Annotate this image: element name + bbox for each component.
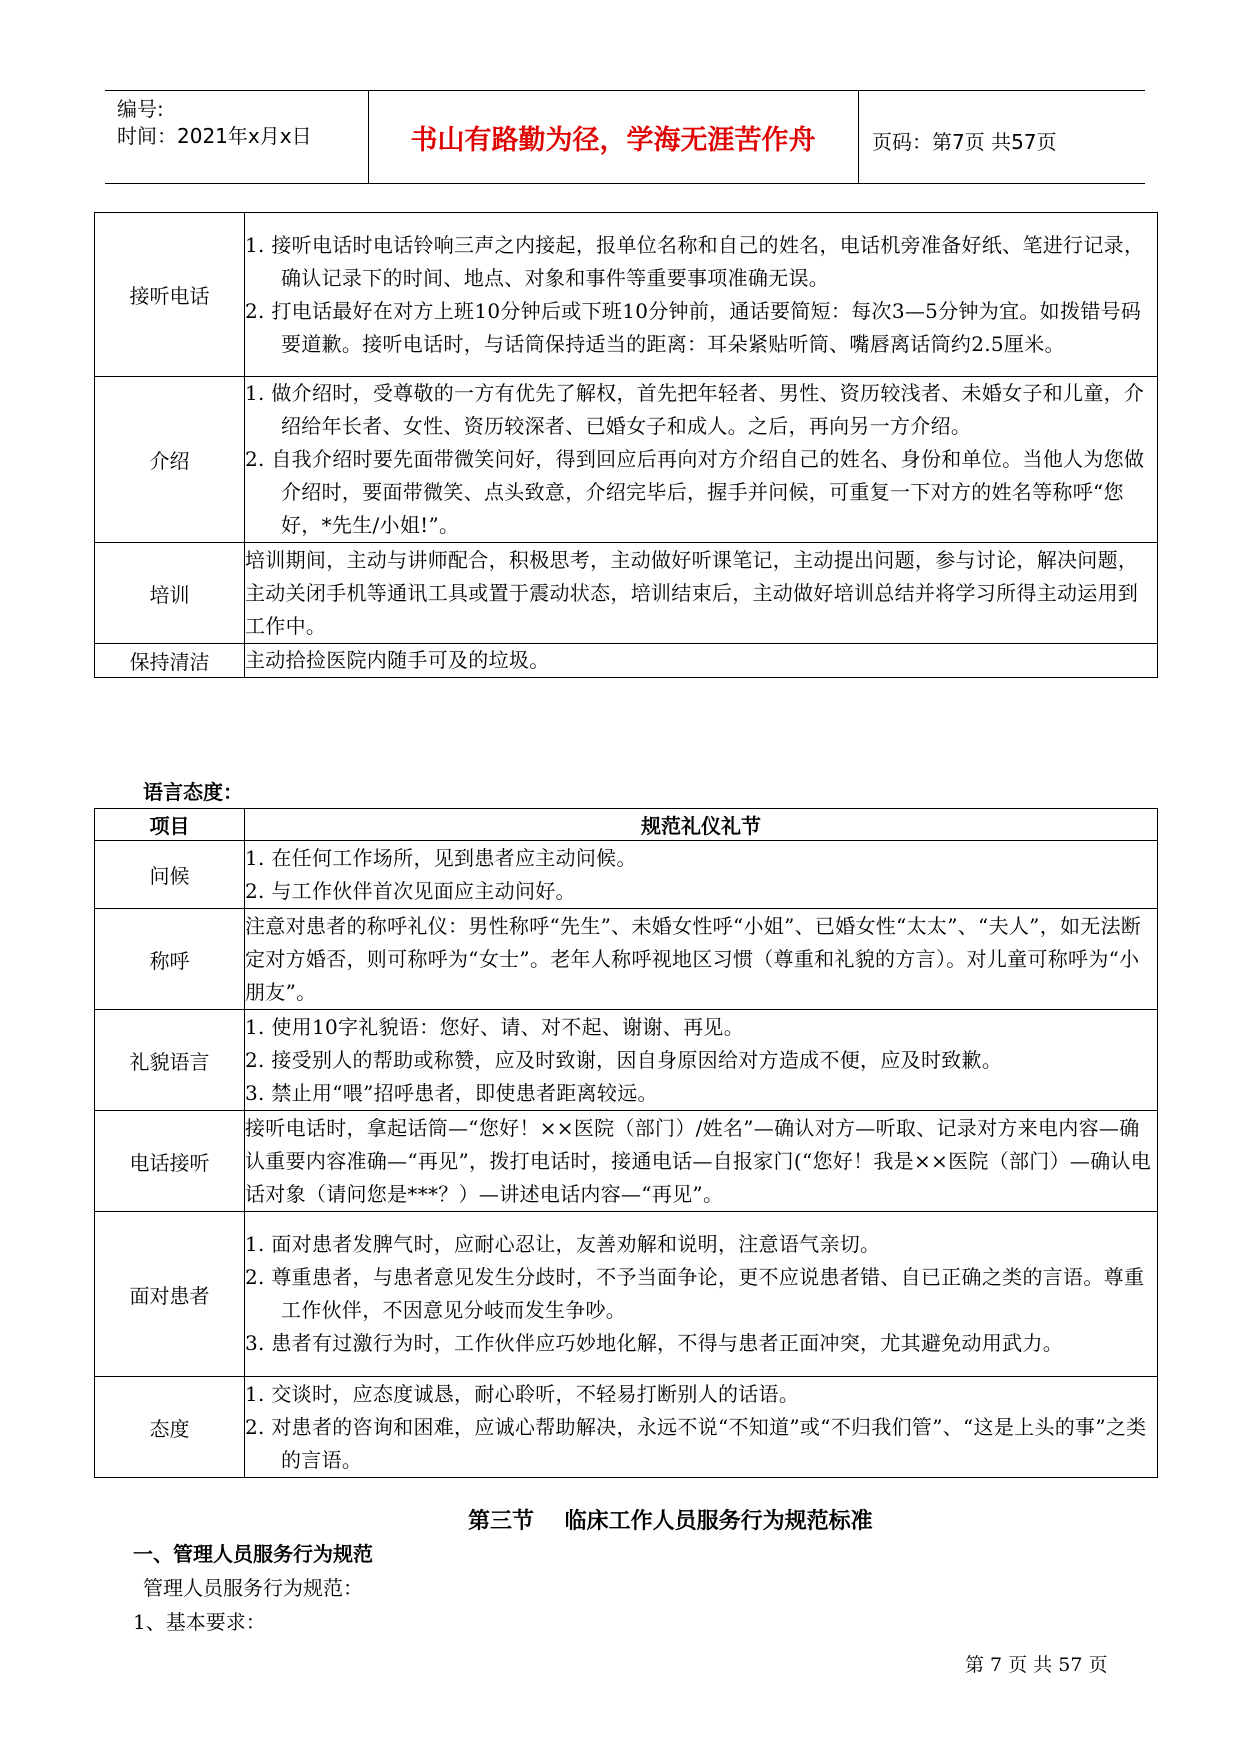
header-page-label: 页码：第7页 共57页	[872, 130, 1057, 154]
row-label: 面对患者	[95, 1212, 245, 1377]
list-item: 1. 做介绍时，受尊敬的一方有优先了解权，首先把年轻者、男性、资历较浅者、未婚女子和儿童，介绍给年长者、女性、资历较深者、已婚女子和成人。之后，再向另一方介绍。	[245, 381, 1145, 438]
table-row	[95, 1111, 1158, 1212]
row-text: 主动拾捡医院内随手可及的垃圾。	[245, 648, 550, 672]
header-motto: 书山有路勤为径，学海无涯苦作舟	[410, 125, 816, 156]
row-content	[245, 644, 1158, 678]
paragraph: 1、基本要求：	[133, 1610, 266, 1634]
etiquette-table-1	[94, 212, 1158, 678]
etiquette-table-2	[94, 808, 1158, 1478]
column-header-item: 项目	[95, 809, 245, 841]
table-row	[95, 213, 1158, 377]
row-content	[245, 543, 1158, 644]
header-bottom-rule	[105, 183, 1145, 184]
row-text: 注意对患者的称呼礼仪：男性称呼“先生”、未婚女性呼“小姐”、已婚女性“太太”、“夫人”，如无法断定对方婚否，则可称呼为“女士”。老年人称呼视地区习惯（尊重和礼貌的方言）。对儿童可称呼为“小朋友”。	[245, 913, 1142, 1004]
row-content	[245, 841, 1158, 909]
row-content	[245, 1212, 1158, 1377]
row-label: 态度	[95, 1377, 245, 1478]
list-item: 2. 尊重患者，与患者意见发生分歧时，不予当面争论，更不应说患者错、自已正确之类的言语。尊重工作伙伴，不因意见分岐而发生争吵。	[245, 1265, 1145, 1322]
table-row	[95, 1377, 1158, 1478]
row-label: 保持清洁	[95, 644, 245, 678]
subsection-heading: 一、管理人员服务行为规范	[133, 1542, 373, 1566]
table-row	[95, 543, 1158, 644]
list-item: 1. 面对患者发脾气时，应耐心忍让，友善劝解和说明，注意语气亲切。	[245, 1232, 881, 1256]
row-content	[245, 1010, 1158, 1111]
list-item: 1. 接听电话时电话铃响三声之内接起，报单位名称和自己的姓名，电话机旁准备好纸、笔进行记录，确认记录下的时间、地点、对象和事件等重要事项准确无误。	[245, 232, 1145, 290]
header-time-label: 时间：2021年x月x日	[117, 124, 312, 148]
page-footer: 第 7 页 共 57 页	[965, 1654, 1108, 1676]
table-header-row	[95, 809, 1158, 841]
table-row	[95, 841, 1158, 909]
row-label: 电话接听	[95, 1111, 245, 1212]
row-content	[245, 213, 1158, 377]
list-item: 3. 患者有过激行为时，工作伙伴应巧妙地化解，不得与患者正面冲突，尤其避免动用武力。	[245, 1331, 1064, 1355]
row-label: 礼貌语言	[95, 1010, 245, 1111]
table-row	[95, 377, 1158, 543]
list-item: 2. 与工作伙伴首次见面应主动问好。	[245, 878, 576, 903]
header-top-rule	[105, 90, 1145, 91]
column-header-standard: 规范礼仪礼节	[245, 809, 1158, 841]
section-title: 第三节 临床工作人员服务行为规范标准	[468, 1509, 873, 1534]
list-item: 3. 禁止用“喂”招呼患者，即使患者距离较远。	[245, 1080, 658, 1105]
table-row	[95, 1010, 1158, 1111]
list-item: 1. 在任何工作场所，见到患者应主动问候。	[245, 845, 637, 870]
row-content	[245, 1377, 1158, 1478]
list-item: 1. 交谈时，应态度诚恳，耐心聆听，不轻易打断别人的话语。	[245, 1381, 800, 1406]
paragraph: 管理人员服务行为规范：	[143, 1576, 363, 1600]
table-row	[95, 1212, 1158, 1377]
list-item: 1. 使用10字礼貌语：您好、请、对不起、谢谢、再见。	[245, 1014, 744, 1039]
row-text: 接听电话时，拿起话筒—“您好！××医院（部门）/姓名”—确认对方—听取、记录对方来电内容—确认重要内容准确—“再见”，拨打电话时，接通电话—自报家门(“您好！我是××医院（部门）—确认电话对象（请问您是***？）—讲述电话内容—“再见”。	[245, 1115, 1152, 1206]
list-item: 2. 自我介绍时要先面带微笑问好，得到回应后再向对方介绍自己的姓名、身份和单位。当他人为您做介绍时，要面带微笑、点头致意，介绍完毕后，握手并问候，可重复一下对方的姓名等称呼“您好，*先生/小姐!”。	[245, 447, 1145, 537]
table-row	[95, 909, 1158, 1010]
row-content	[245, 909, 1158, 1010]
header-number-label: 编号:	[117, 97, 164, 121]
header-divider-right	[858, 90, 859, 183]
row-content	[245, 1111, 1158, 1212]
list-item: 2. 打电话最好在对方上班10分钟后或下班10分钟前，通话要简短：每次3—5分钟为宜。如拨错号码要道歉。接听电话时，与话筒保持适当的距离：耳朵紧贴听筒、嘴唇离话筒约2.5厘米。	[245, 298, 1142, 356]
section-label-language: 语言态度：	[143, 780, 243, 804]
row-label: 问候	[95, 841, 245, 909]
row-label: 接听电话	[95, 213, 245, 377]
list-item: 2. 对患者的咨询和困难，应诚心帮助解决，永远不说“不知道”或“不归我们管”、“这是上头的事”之类的言语。	[245, 1414, 1147, 1472]
list-item: 2. 接受别人的帮助或称赞，应及时致谢，因自身原因给对方造成不便，应及时致歉。	[245, 1047, 1003, 1072]
row-label: 称呼	[95, 909, 245, 1010]
row-label: 介绍	[95, 377, 245, 543]
row-label: 培训	[95, 543, 245, 644]
table-row	[95, 644, 1158, 678]
row-content	[245, 377, 1158, 543]
row-text: 培训期间，主动与讲师配合，积极思考，主动做好听课笔记，主动提出问题，参与讨论，解决问题，主动关闭手机等通讯工具或置于震动状态，培训结束后，主动做好培训总结并将学习所得主动运用到工作中。	[245, 547, 1139, 638]
